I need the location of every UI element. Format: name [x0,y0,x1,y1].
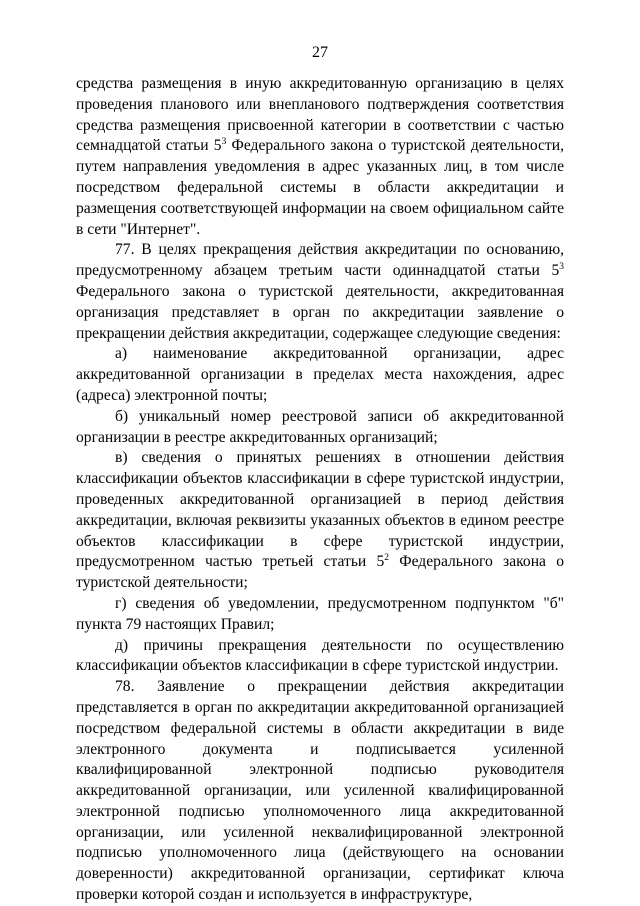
paragraph-text: 78. Заявление о прекращении действия аккредитации представляется в орган по аккредитации аккредитованной организацией посредством федеральной системы в области аккредитации в виде электронного документа и подписывается усиленной квалифицированной электронной подписью руководителя аккредитованной организации, или усиленной квалифицированной электронной подписью уполномоченного лица аккредитованной организации, или усиленной неквалифицированной электронной подписью уполномоченного лица (действующего на основании доверенности) аккредитованной организации, сертификат ключа проверки которой создан и используется в инфраструктуре, [76,678,564,904]
paragraph-text: 77. В целях прекращения действия аккредитации по основанию, предусмотренному абзацем третьим части одиннадцатой статьи 5 [76,241,564,280]
superscript: 2 [384,553,390,564]
paragraph [76,407,564,449]
paragraph-text: Федерального закона о туристской деятельности, путем направления уведомления в адрес указанных лиц, в том числе посредством федеральной системы в области аккредитации и размещения соответствующей информации на своем официальном сайте в сети "Интернет". [76,137,564,238]
document-body [76,74,564,906]
paragraph-text: д) причины прекращения деятельности по осуществлению классификации объектов классификации в сфере туристской индустрии. [76,636,564,675]
paragraph-text: Федерального закона о туристской деятельности; [76,553,564,592]
paragraph [76,240,564,344]
page-number: 27 [312,44,328,61]
paragraph-text: г) сведения об уведомлении, предусмотренном подпунктом "б" пункта 79 настоящих Правил; [76,594,564,633]
paragraph [76,677,564,906]
superscript: 3 [221,137,227,148]
paragraph-text: б) уникальный номер реестровой записи об аккредитованной организации в реестре аккредитованных организаций; [76,407,564,446]
paragraph [76,448,564,594]
paragraph-text: Федерального закона о туристской деятельности, аккредитованная организация представляет в орган по аккредитации заявление о прекращении действия аккредитации, содержащее следующие сведения: [76,282,564,342]
paragraph [76,636,564,678]
superscript: 3 [559,262,564,273]
paragraph [76,74,564,240]
paragraph-text: а) наименование аккредитованной организации, адрес аккредитованной организации в пределах места нахождения, адрес (адреса) электронной почты; [76,345,564,404]
paragraph [76,344,564,406]
paragraph-text: в) сведения о принятых решениях в отношении действия классификации объектов классификации в сфере туристской индустрии, проведенных аккредитованной организацией в период действия аккредитации, включая реквизиты указанных объектов в едином реестре объектов классификации в сфере туристской индустрии, предусмотренном частью третьей статьи 5 [76,449,564,571]
paragraph-text: средства размещения в иную аккредитованную организацию в целях проведения планового или внепланового подтверждения соответствия средства размещения присвоенной категории в соответствии с частью семнадцатой статьи 5 [76,75,564,155]
paragraph [76,594,564,636]
